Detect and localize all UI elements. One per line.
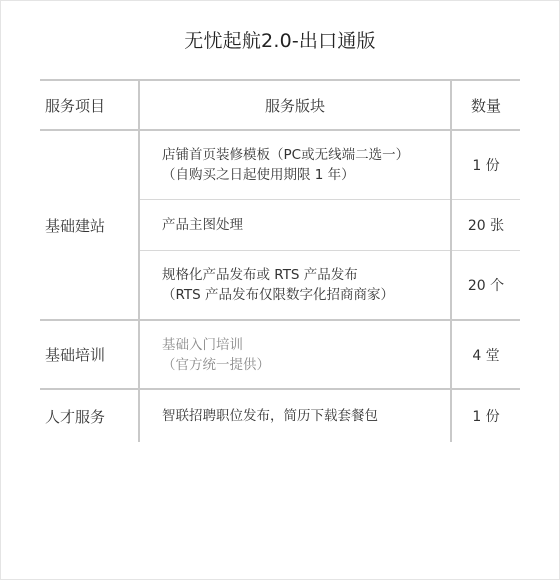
- service-desc: [139, 200, 451, 251]
- service-qty: 1 份: [451, 130, 520, 200]
- service-desc: [139, 389, 451, 442]
- service-qty: 1 份: [451, 389, 520, 442]
- table-row: [40, 130, 520, 200]
- service-desc-line1: 产品主图处理: [162, 217, 243, 233]
- header-item: 服务项目: [40, 80, 139, 130]
- category-talent-service: 人才服务: [40, 389, 139, 442]
- service-qty: 4 堂: [451, 320, 520, 389]
- header-qty: 数量: [451, 80, 520, 130]
- service-desc-line2: （自购买之日起使用期限 1 年）: [162, 167, 355, 183]
- service-desc-line1: 规格化产品发布或 RTS 产品发布: [162, 267, 358, 283]
- category-basic-site: 基础建站: [40, 130, 139, 320]
- service-desc-line2: （RTS 产品发布仅限数字化招商商家）: [162, 287, 395, 303]
- service-desc-line1: 智联招聘职位发布，简历下载套餐包: [162, 408, 378, 424]
- service-desc-line1: 基础入门培训: [162, 336, 243, 353]
- header-block: 服务版块: [139, 80, 451, 130]
- category-basic-training: 基础培训: [40, 320, 139, 389]
- table-header-row: [40, 80, 520, 130]
- service-qty: 20 个: [451, 251, 520, 321]
- service-desc-line1: 店铺首页装修模板（PC或无线端二选一）: [162, 147, 410, 163]
- page-title: 无忧起航2.0-出口通版: [184, 30, 376, 52]
- table-row: [40, 320, 520, 389]
- service-qty: 20 张: [451, 200, 520, 251]
- service-desc-line2: （官方统一提供）: [162, 356, 270, 373]
- service-desc: [139, 251, 451, 321]
- table-row: [40, 389, 520, 442]
- service-table: [40, 79, 520, 442]
- service-desc: [139, 320, 451, 389]
- service-desc: [139, 130, 451, 200]
